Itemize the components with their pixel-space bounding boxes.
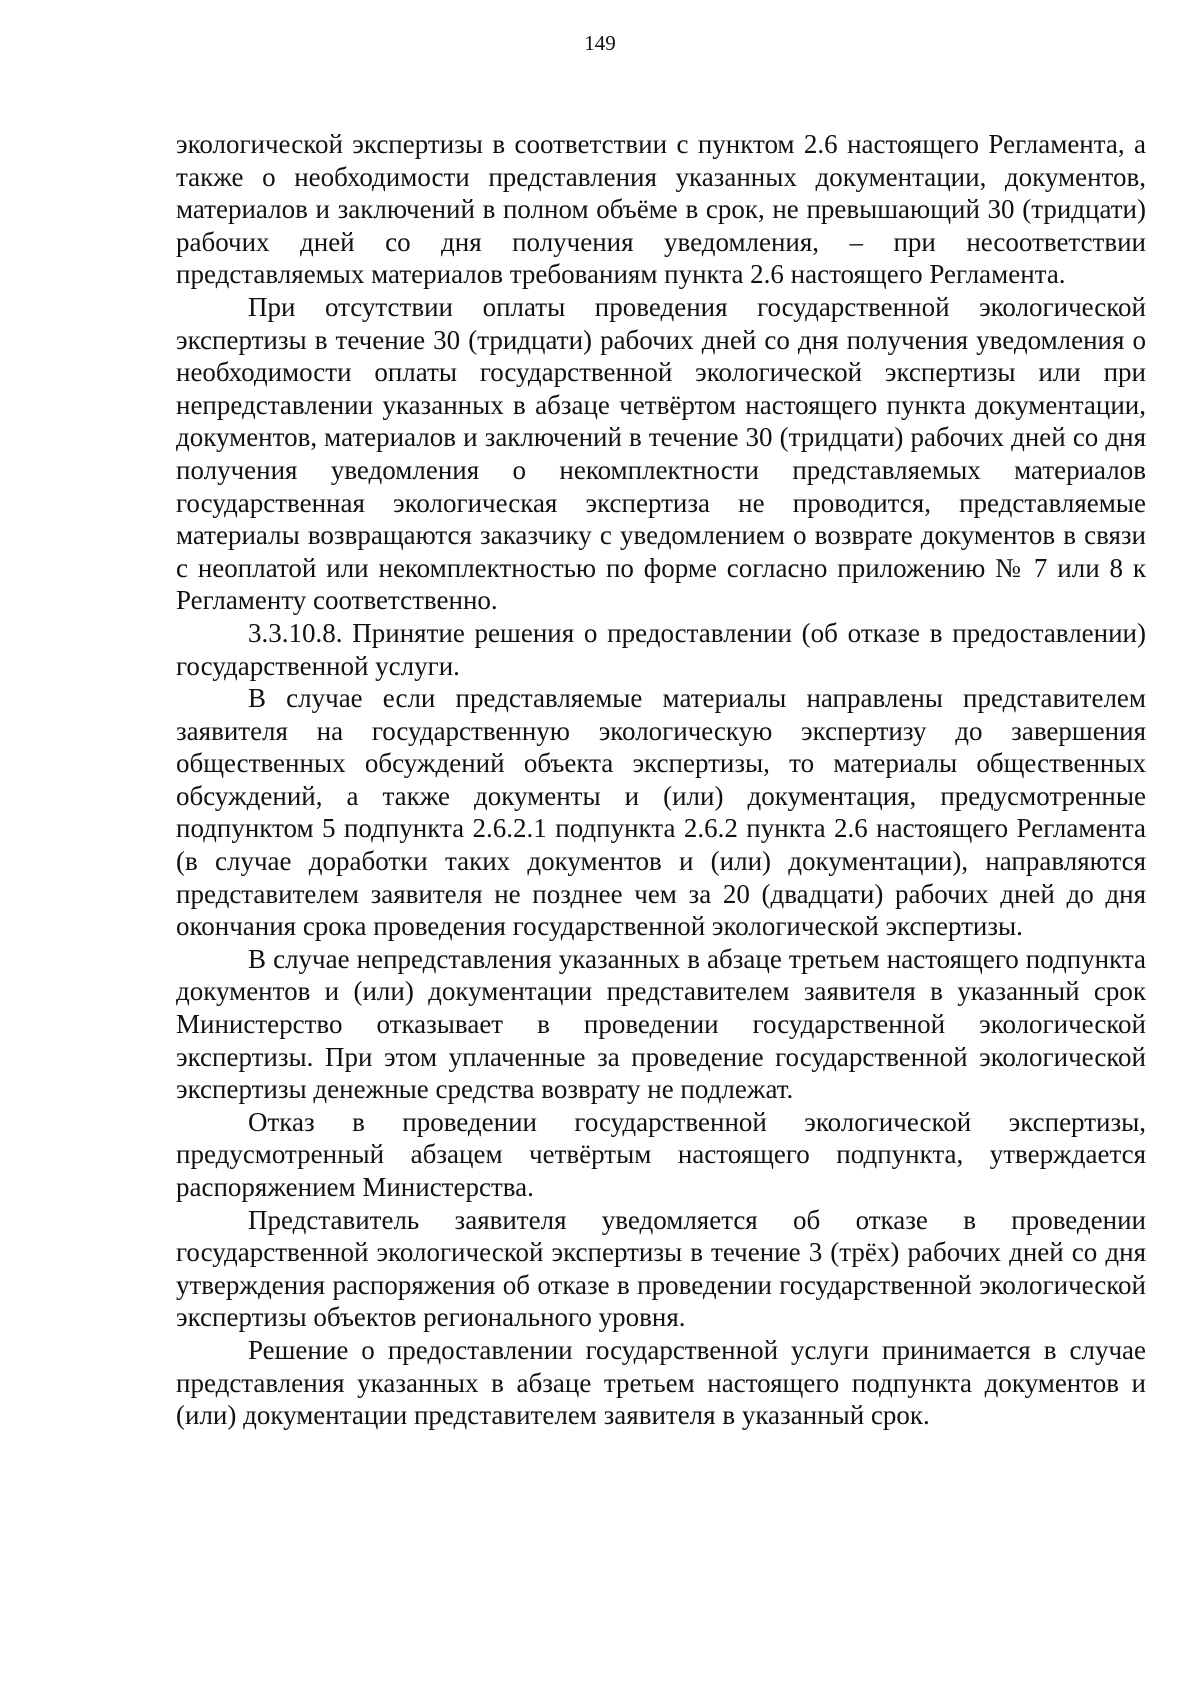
paragraph-decision: Решение о предоставлении государственной услуги принимается в случае представления указанных в абзаце третьем настоящего подпункта документов и (или) документации представителем заявителя в указанный срок. — [176, 1334, 1146, 1431]
paragraph-continuation: экологической экспертизы в соответствии с пунктом 2.6 настоящего Регламента, а также о необходимости представления указанных документации, документов, материалов и заключений в полном объёме в срок, не превышающий 30 (тридцати) рабочих дней со дня получения уведомления, – при несоответствии представляемых материалов требованиям пункта 2.6 настоящего Регламента. — [176, 129, 1146, 290]
paragraph-public-discussion: В случае если представляемые материалы направлены представителем заявителя на государственную экологическую экспертизу до завершения общественных обсуждений объекта экспертизы, то материалы общественных обсуждений, а также документы и (или) документация, предусмотренные подпунктом 5 подпункта 2.6.2.1 подпункта 2.6.2 пункта 2.6 настоящего Регламента (в случае доработки таких документов и (или) документации), направляются представителем заявителя не позднее чем за 20 (двадцати) рабочих дней до дня окончания срока проведения государственной экологической экспертизы. — [176, 683, 1146, 942]
paragraph-non-submission: В случае непредставления указанных в абзаце третьем настоящего подпункта документов и (или) документации представителем заявителя в указанный срок Министерство отказывает в проведении государственной экологической экспертизы. При этом уплаченные за проведение государственной экологической экспертизы денежные средства возврату не подлежат. — [176, 943, 1146, 1105]
section-heading-3-3-10-8: 3.3.10.8. Принятие решения о предоставлении (об отказе в предоставлении) государственной услуги. — [176, 617, 1146, 681]
paragraph-refusal-approval: Отказ в проведении государственной экологической экспертизы, предусмотренный абзацем четвёртым настоящего подпункта, утверждается распоряжением Министерства. — [176, 1106, 1146, 1202]
paragraph-refusal-notification: Представитель заявителя уведомляется об отказе в проведении государственной экологической экспертизы в течение 3 (трёх) рабочих дней со дня утверждения распоряжения об отказе в проведении государственной экологической экспертизы объектов регионального уровня. — [176, 1204, 1146, 1333]
page-number: 149 — [584, 31, 616, 55]
document-body — [176, 128, 1146, 1432]
paragraph-payment-absence: При отсутствии оплаты проведения государственной экологической экспертизы в течение 30 (тридцати) рабочих дней со дня получения уведомления о необходимости оплаты государственной экологической экспертизы или при непредставлении указанных в абзаце четвёртом настоящего пункта документации, документов, материалов и заключений в течение 30 (тридцати) рабочих дней со дня получения уведомления о некомплектности представляемых материалов государственная экологическая экспертиза не проводится, представляемые материалы возвращаются заказчику с уведомлением о возврате документов в связи с неоплатой или некомплектностью по форме согласно приложению № 7 или 8 к Регламенту соответственно. — [176, 291, 1146, 616]
